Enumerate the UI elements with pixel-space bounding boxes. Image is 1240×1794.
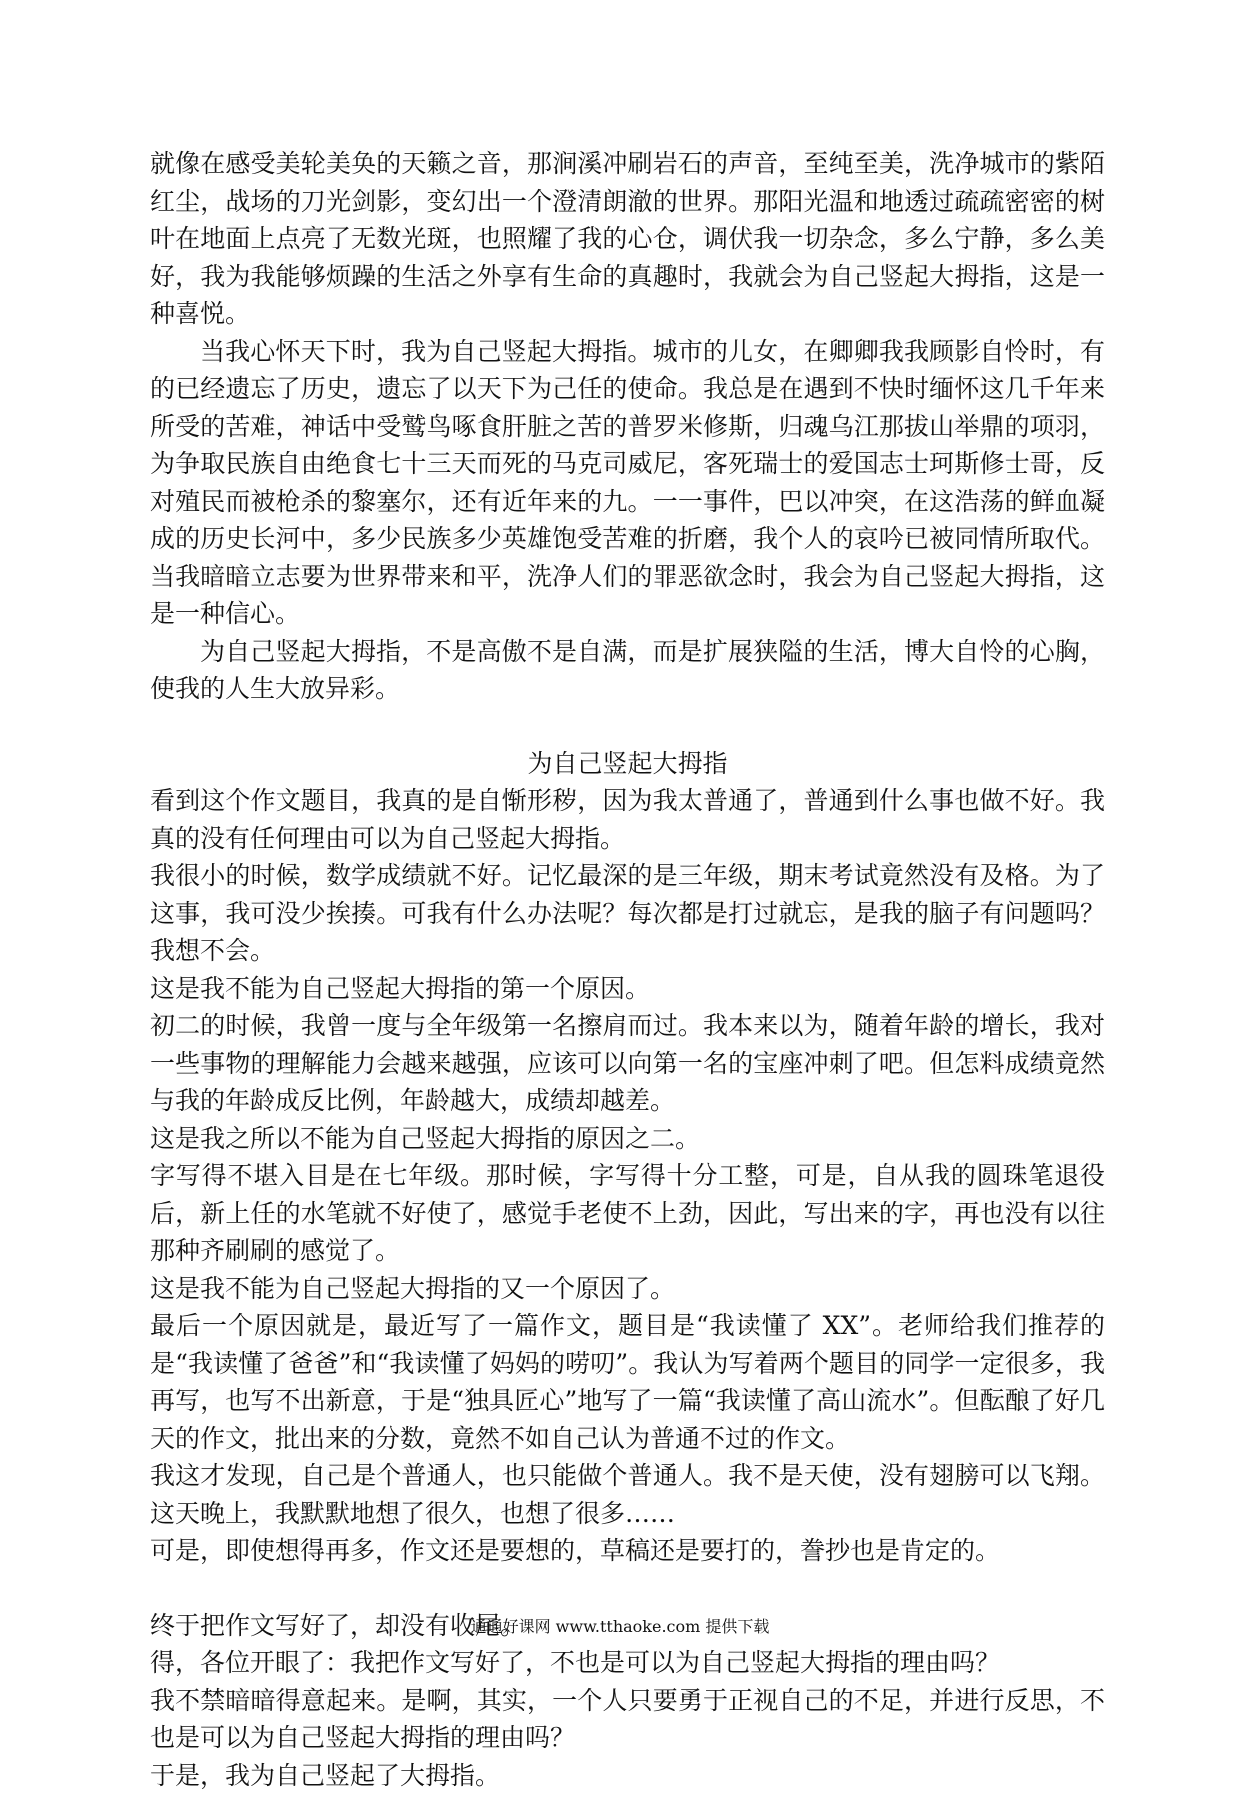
paragraph: 这是我不能为自己竖起大拇指的第一个原因。: [150, 970, 1105, 1008]
blank-line: [150, 1570, 1105, 1607]
page-footer: 通通好课网 www.tthaoke.com 提供下载: [0, 1617, 1240, 1637]
paragraph: 字写得不堪入目是在七年级。那时候，字写得十分工整，可是，自从我的圆珠笔退役后，新上任的水笔就不好使了，感觉手老使不上劲，因此，写出来的字，再也没有以往那种齐刷刷的感觉了。: [150, 1157, 1105, 1270]
paragraph: 最后一个原因就是，最近写了一篇作文，题目是“我读懂了 XX”。老师给我们推荐的是“我读懂了爸爸”和“我读懂了妈妈的唠叨”。我认为写着两个题目的同学一定很多，我再写，也写不出新意，于是“独具匠心”地写了一篇“我读懂了高山流水”。但酝酿了好几天的作文，批出来的分数，竟然不如自己认为普通不过的作文。: [150, 1307, 1105, 1457]
paragraph: 于是，我为自己竖起了大拇指。: [150, 1757, 1105, 1794]
paragraph: 得，各位开眼了：我把作文写好了，不也是可以为自己竖起大拇指的理由吗？: [150, 1644, 1105, 1682]
essay-title: 为自己竖起大拇指: [150, 745, 1105, 783]
paragraph: 这是我不能为自己竖起大拇指的又一个原因了。: [150, 1270, 1105, 1308]
paragraph: 初二的时候，我曾一度与全年级第一名擦肩而过。我本来以为，随着年龄的增长，我对一些事物的理解能力会越来越强，应该可以向第一名的宝座冲刺了吧。但怎料成绩竟然与我的年龄成反比例，年龄越大，成绩却越差。: [150, 1007, 1105, 1120]
paragraph: 当我心怀天下时，我为自己竖起大拇指。城市的儿女，在卿卿我我顾影自怜时，有的已经遗忘了历史，遗忘了以天下为己任的使命。我总是在遇到不快时缅怀这几千年来所受的苦难，神话中受鹫鸟啄食肝脏之苦的普罗米修斯，归魂乌江那拔山举鼎的项羽，为争取民族自由绝食七十三天而死的马克司威尼，客死瑞士的爱国志士珂斯修士哥，反对殖民而被枪杀的黎塞尔，还有近年来的九。一一事件，巴以冲突，在这浩荡的鲜血凝成的历史长河中，多少民族多少英雄饱受苦难的折磨，我个人的哀吟已被同情所取代。当我暗暗立志要为世界带来和平，洗净人们的罪恶欲念时，我会为自己竖起大拇指，这是一种信心。: [150, 333, 1105, 633]
document-page: [150, 145, 1105, 1794]
paragraph: 可是，即使想得再多，作文还是要想的，草稿还是要打的，誊抄也是肯定的。: [150, 1532, 1105, 1570]
paragraph: 为自己竖起大拇指，不是高傲不是自满，而是扩展狭隘的生活，博大自怜的心胸，使我的人生大放异彩。: [150, 633, 1105, 708]
paragraph: 我这才发现，自己是个普通人，也只能做个普通人。我不是天使，没有翅膀可以飞翔。这天晚上，我默默地想了很久，也想了很多……: [150, 1457, 1105, 1532]
paragraph: 看到这个作文题目，我真的是自惭形秽，因为我太普通了，普通到什么事也做不好。我真的没有任何理由可以为自己竖起大拇指。: [150, 782, 1105, 857]
paragraph: 终于把作文写好了，却没有收尾。: [150, 1607, 1105, 1645]
paragraph: 我不禁暗暗得意起来。是啊，其实，一个人只要勇于正视自己的不足，并进行反思，不也是可以为自己竖起大拇指的理由吗？: [150, 1682, 1105, 1757]
paragraph: 这是我之所以不能为自己竖起大拇指的原因之二。: [150, 1120, 1105, 1158]
essay-one: [150, 145, 1105, 708]
paragraph: 就像在感受美轮美奂的天籁之音，那涧溪冲刷岩石的声音，至纯至美，洗净城市的紫陌红尘，战场的刀光剑影，变幻出一个澄清朗澈的世界。那阳光温和地透过疏疏密密的树叶在地面上点亮了无数光斑，也照耀了我的心仓，调伏我一切杂念，多么宁静，多么美好，我为我能够烦躁的生活之外享有生命的真趣时，我就会为自己竖起大拇指，这是一种喜悦。: [150, 145, 1105, 333]
paragraph: 我很小的时候，数学成绩就不好。记忆最深的是三年级，期末考试竟然没有及格。为了这事，我可没少挨揍。可我有什么办法呢？每次都是打过就忘，是我的脑子有问题吗？我想不会。: [150, 857, 1105, 970]
